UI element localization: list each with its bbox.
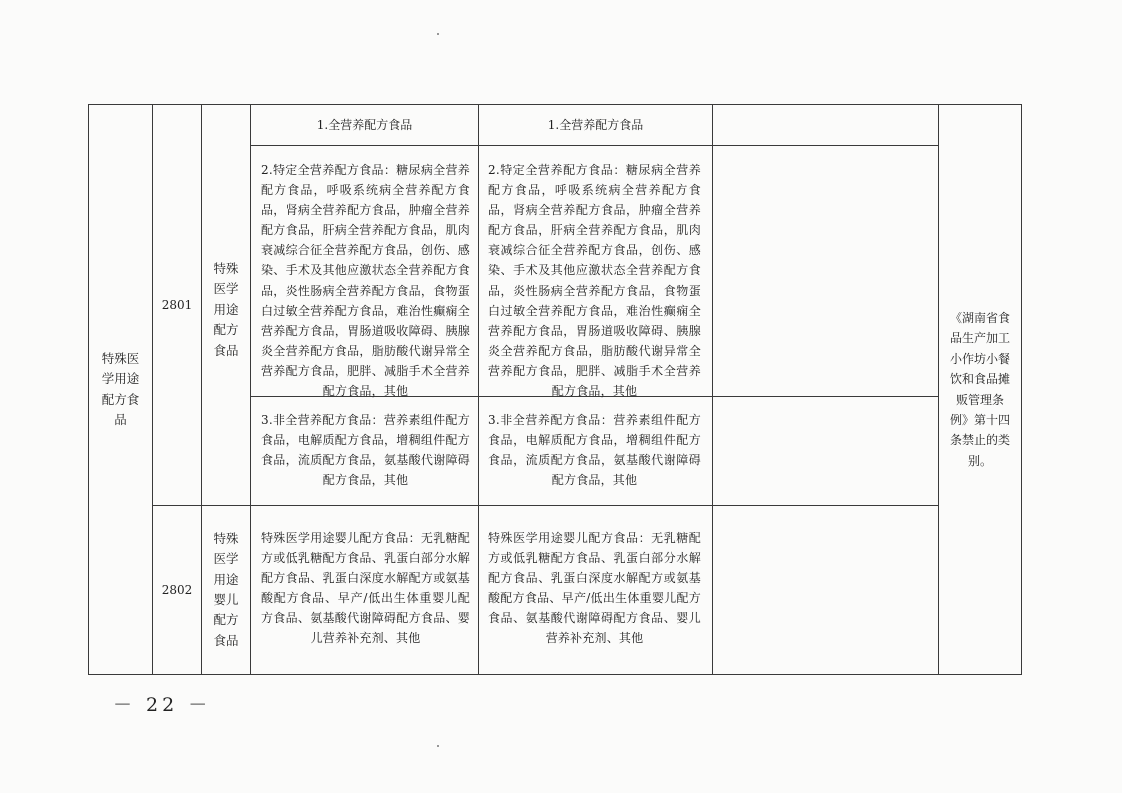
item-text: 1.全营养配方食品 (316, 117, 413, 132)
subcategory-cell-2802 (202, 506, 250, 674)
item-text: 特殊医学用途婴儿配方食品：无乳糖配方或低乳糖配方食品、乳蛋白部分水解配方食品、乳蛋白深度水解配方或氨基酸配方食品、早产/低出生体重婴儿配方食品、氨基酸代谢障碍配方食品、婴儿营养补充剂、其他 (261, 531, 470, 646)
page-number: － 22 － (113, 694, 212, 716)
row-divider (250, 145, 938, 146)
subcategory-cell-2801 (202, 105, 250, 505)
category-name: 特殊医学用途配方食品 (101, 350, 140, 427)
item-cell (479, 410, 712, 505)
category-cell (89, 105, 152, 674)
table-bottom-border (88, 674, 1022, 675)
item-cell (251, 160, 478, 399)
item-cell (251, 105, 478, 145)
note-text: 《湖南省食品生产加工小作坊小餐饮和食品摊贩管理条例》第十四条禁止的类别。 (949, 310, 1010, 468)
row-divider (152, 505, 938, 506)
scan-speck (437, 745, 439, 747)
code-label: 2801 (161, 297, 193, 312)
note-cell (939, 105, 1021, 674)
item-cell (251, 410, 478, 505)
code-cell-2802 (153, 506, 201, 674)
item-text: 特殊医学用途婴儿配方食品：无乳糖配方或低乳糖配方食品、乳蛋白部分水解配方食品、乳蛋白深度水解配方或氨基酸配方食品、早产/低出生体重婴儿配方食品、氨基酸代谢障碍配方食品、婴儿营养补充剂、其他 (488, 531, 701, 646)
code-cell-2801 (153, 105, 201, 505)
table-right-border (1021, 104, 1022, 675)
code-label: 2802 (161, 582, 193, 597)
item-text: 2.特定全营养配方食品：糖尿病全营养配方食品，呼吸系统病全营养配方食品，肾病全营养配方食品，肿瘤全营养配方食品，肝病全营养配方食品，肌肉衰减综合征全营养配方食品，创伤、感染、手术及其他应激状态全营养配方食品，炎性肠病全营养配方食品，食物蛋白过敏全营养配方食品，难治性癫痫全营养配方食品，胃肠道吸收障碍、胰腺炎全营养配方食品，脂肪酸代谢异常全营养配方食品，肥胖、减脂手术全营养配方食品，其他 (488, 163, 701, 399)
item-cell (479, 160, 712, 399)
item-cell (479, 105, 712, 145)
item-text: 1.全营养配方食品 (547, 117, 644, 132)
subcategory-label: 特殊医学用途婴儿配方食品 (213, 530, 239, 648)
item-text: 3.非全营养配方食品：营养素组件配方食品，电解质配方食品，增稠组件配方食品，流质配方食品，氨基酸代谢障碍配方食品，其他 (488, 413, 701, 488)
item-cell (251, 528, 478, 674)
subcategory-label: 特殊医学用途配方食品 (213, 260, 239, 358)
column-divider (712, 104, 713, 675)
item-text: 3.非全营养配方食品：营养素组件配方食品，电解质配方食品，增稠组件配方食品，流质配方食品，氨基酸代谢障碍配方食品，其他 (261, 413, 470, 488)
item-text: 2.特定全营养配方食品：糖尿病全营养配方食品，呼吸系统病全营养配方食品，肾病全营养配方食品，肿瘤全营养配方食品，肝病全营养配方食品，肌肉衰减综合征全营养配方食品，创伤、感染、手术及其他应激状态全营养配方食品，炎性肠病全营养配方食品，食物蛋白过敏全营养配方食品，难治性癫痫全营养配方食品，胃肠道吸收障碍、胰腺炎全营养配方食品，脂肪酸代谢异常全营养配方食品，肥胖、减脂手术全营养配方食品，其他 (261, 163, 470, 399)
item-cell (479, 528, 712, 674)
scan-speck (437, 33, 439, 35)
